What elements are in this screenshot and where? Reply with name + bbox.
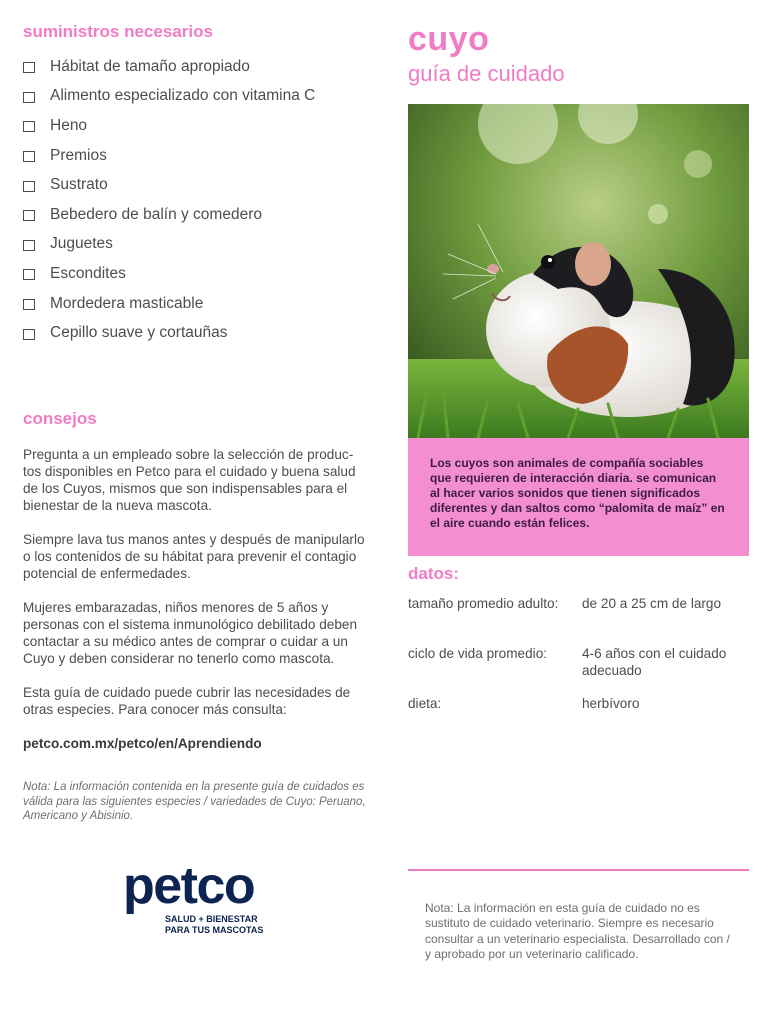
checkbox-icon[interactable]	[23, 92, 35, 103]
page-subtitle: guía de cuidado	[408, 61, 565, 86]
tip-paragraph: Pregunta a un empleado sobre la selección de produc-tos disponibles en Petco para el cuidado y buena salud de los Cuyos, mismos que son indispensables para el bienestar de la nueva mascota.	[23, 447, 356, 513]
facts-heading: datos:	[408, 564, 459, 583]
checklist-item[interactable]	[23, 200, 368, 230]
checklist-item-label: Premios	[50, 146, 107, 164]
checkbox-icon[interactable]	[23, 240, 35, 251]
fact-label: tamaño promedio adulto:	[408, 596, 559, 611]
supplies-checklist	[23, 52, 368, 348]
checklist-item[interactable]	[23, 230, 368, 260]
checklist-item-label: Mordedera masticable	[50, 294, 204, 312]
tip-paragraph: Mujeres embarazadas, niños menores de 5 años y personas con el sistema inmunológico debilitado deben contactar a su médico antes de comprar o cuidar a un Cuyo y deben considerar no tenerlo como mascota.	[23, 600, 358, 666]
checklist-item-label: Bebedero de balín y comedero	[50, 205, 262, 223]
checklist-item[interactable]	[23, 170, 368, 200]
checklist-item-label: Cepillo suave y cortauñas	[50, 324, 228, 342]
guinea-pig-photo	[408, 104, 749, 438]
petco-logo	[123, 857, 268, 936]
checklist-item[interactable]	[23, 141, 368, 171]
tip-paragraph: Siempre lava tus manos antes y después de manipularlo o los contenidos de su hábitat para prevenir el contagio potencial de enfermedades.	[23, 532, 365, 581]
fact-value: 4-6 años con el cuidado adecuado	[582, 646, 727, 678]
checklist-item-label: Alimento especializado con vitamina C	[50, 87, 316, 105]
checkbox-icon[interactable]	[23, 210, 35, 221]
vet-disclaimer: Nota: La información en esta guía de cuidado no es sustituto de cuidado veterinario. Siempre es necesario consultar a un veterinario especialista. Desarrollado con / y aprobado por un veterinario calificado.	[425, 901, 730, 961]
tip-paragraph: Esta guía de cuidado puede cubrir las necesidades de otras especies. Para conocer más consulta:	[23, 685, 351, 717]
callout-text: Los cuyos son animales de compañía sociables que requieren de interacción diaria. se comunican al hacer varios sonidos que tienen significados diferentes y dan saltos como “palomita de maíz” en el aire cuando están felices.	[430, 456, 725, 530]
checkbox-icon[interactable]	[23, 62, 35, 73]
callout-box	[408, 438, 749, 556]
checklist-item-label: Escondites	[50, 264, 126, 282]
checkbox-icon[interactable]	[23, 121, 35, 132]
checklist-item[interactable]	[23, 52, 368, 82]
checkbox-icon[interactable]	[23, 181, 35, 192]
checklist-item[interactable]	[23, 318, 368, 348]
checklist-item-label: Heno	[50, 116, 88, 134]
checklist-item[interactable]	[23, 289, 368, 319]
checkbox-icon[interactable]	[23, 269, 35, 280]
section-divider	[408, 869, 749, 871]
fact-value: herbívoro	[582, 696, 640, 711]
page-title: cuyo	[408, 20, 490, 58]
tips-heading: consejos	[23, 409, 97, 428]
checklist-item-label: Hábitat de tamaño apropiado	[50, 57, 250, 75]
checklist-item[interactable]	[23, 259, 368, 289]
checklist-item-label: Juguetes	[50, 235, 113, 253]
logo-wordmark: petco	[123, 857, 255, 915]
species-note: Nota: La información contenida en la presente guía de cuidados es válida para las siguientes especies / variedades de Cuyo: Peruano, Americano y Abisinio.	[23, 781, 366, 822]
checkbox-icon[interactable]	[23, 151, 35, 162]
fact-label: dieta:	[408, 696, 442, 711]
learning-link[interactable]: petco.com.mx/petco/en/Aprendiendo	[23, 736, 262, 751]
checkbox-icon[interactable]	[23, 329, 35, 340]
tips-body	[23, 446, 368, 769]
checklist-item[interactable]	[23, 111, 368, 141]
supplies-heading: suministros necesarios	[23, 22, 213, 41]
checkbox-icon[interactable]	[23, 299, 35, 310]
logo-tagline-2: PARA TUS MASCOTAS	[165, 925, 264, 935]
logo-tagline-1: SALUD + BIENESTAR	[165, 914, 258, 924]
checklist-item[interactable]	[23, 82, 368, 112]
fact-value: de 20 a 25 cm de largo	[582, 596, 722, 611]
fact-label: ciclo de vida promedio:	[408, 646, 548, 661]
checklist-item-label: Sustrato	[50, 176, 108, 194]
